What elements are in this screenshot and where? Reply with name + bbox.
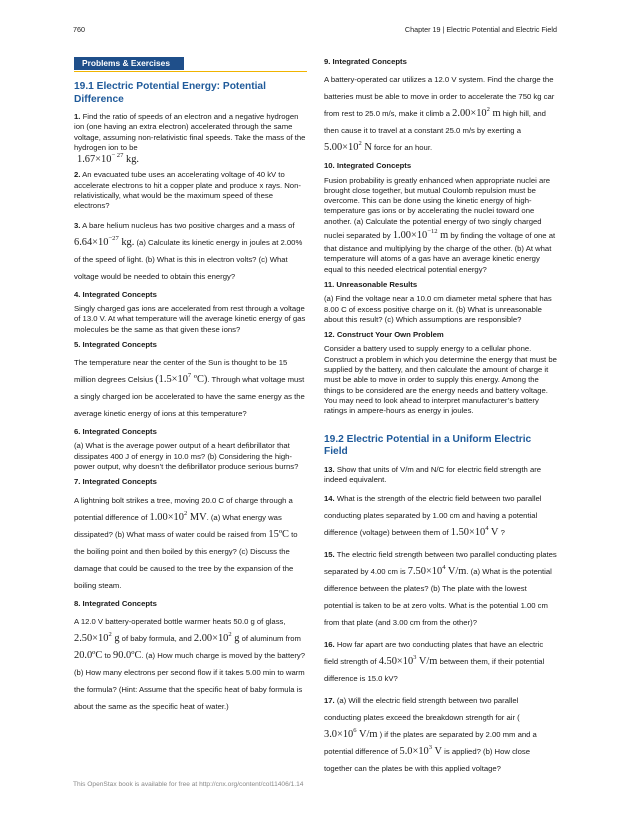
problem-10: Fusion probability is greatly enhanced when appropriate nuclei are brought close together, but mutual Coulomb repulsion must be overcome. This can be done using the kinetic energy of high-temperature gas ions or by accelerating the nuclei toward one another. (a) Calculate the potential energy of two singly charged nuclei separated by $1.00\times 10^{-12}$ m by finding the voltage of one at that distance and multiplying by the charge of the other. (b) At what temperature will atoms of a gas have an average kinetic energy equal to this needed electrical potential energy? — [324, 175, 556, 274]
math-potential-difference: $1.00\times 10^2$ MV — [149, 509, 207, 523]
math-field-strength: $7.50\times 10^4$ V/m — [407, 564, 467, 578]
math-helium-mass: $6.64\times 10^{-27}$ kg. — [74, 234, 135, 248]
problem-15: 15. The electric field strength between two parallel conducting plates separated by 4.00 cm is $7.50\times 10^4$ V/m. (a) What is the potential difference between the plates? (b) The plate with the lowest potential is taken to be at zero volts. What is the potential 1.00 cm from that plate (and 3.00 cm from the other)? — [324, 550, 557, 628]
math-applied-voltage: $5.0\times 10^3$ V — [399, 744, 442, 758]
math-voltage: $1.50\times 10^4$ V — [450, 525, 499, 539]
problems-exercises-tab: Problems & Exercises — [74, 57, 184, 70]
math-formula-mass: $2.50\times 10^2$ g — [74, 630, 120, 644]
problem-11-heading: 11. Unreasonable Results — [324, 279, 418, 289]
section-tab-bar — [74, 57, 307, 72]
math-force: $5.00\times 10^2$ N — [324, 140, 372, 154]
math-final-temp: 90.0ºC — [113, 649, 142, 661]
problem-8: A 12.0 V battery-operated bottle warmer heats 50.0 g of glass, $2.50\times 10^2$ g of baby formula, and $2.00\times 10^2$ g of aluminum from 20.0ºC to 90.0ºC. (a) How much charge is moved by the battery? (b) How many electrons per second flow if it takes 5.00 min to warm the formula? (Hint: Assume that the specific heat of baby formula is about the same as the specific heat of water.) — [74, 616, 306, 711]
problem-10-heading: 10. Integrated Concepts — [324, 161, 412, 171]
math-breakdown-strength: $3.0\times 10^6$ V/m — [324, 727, 378, 741]
problem-12: Consider a battery used to supply energy to a cellular phone. Construct a problem in which you determine the energy that must be supplied by the battery, and then calculate the amount of charge it must be able to move in order to supply this energy. Among the things to be considered are the energy needs and battery voltage. You may need to look ahead to interpret manufacturer’s battery ratings in ampere-hours as energy in joules. — [324, 344, 557, 416]
right-column — [324, 57, 557, 782]
problem-2: 2. An evacuated tube uses an accelerating voltage of 40 kV to accelerate electrons to hit a copper plate and produce x rays. Non-relativistically, what would be the maximum speed of these electrons? — [74, 170, 301, 211]
footer-note: This OpenStax book is available for free at http://cnx.org/content/col11406/1.14 — [73, 781, 304, 788]
problem-4-heading: 4. Integrated Concepts — [74, 289, 157, 299]
problem-11: (a) Find the voltage near a 10.0 cm diameter metal sphere that has 8.00 C of excess positive charge on it. (b) What is unreasonable about this result? (c) Which assumptions are responsible? — [324, 294, 552, 324]
chapter-title: Chapter 19 | Electric Potential and Electric Field — [404, 25, 557, 34]
problem-6: (a) What is the average power output of a heart defibrillator that dissipates 400 J of energy in 10.0 ms? (b) Considering the high-power output, why doesn’t the defibrillator produce serious burns? — [74, 441, 299, 472]
page-number: 760 — [73, 25, 85, 34]
math-hill-height: $2.00\times 10^2$ m — [452, 106, 501, 120]
problem-13: 13. Show that units of V/m and N/C for electric field strength are indeed equivalent. — [324, 464, 542, 484]
section-title-19-2: 19.2 Electric Potential in a Uniform Electric Field — [324, 433, 532, 458]
problem-9: A battery-operated car utilizes a 12.0 V system. Find the charge the batteries must be able to move in order to accelerate the 750 kg car from rest to 25.0 m/s, make it climb a $2.00\times 10^2$ m high hill, and then cause it to travel at a constant 25.0 m/s by exerting a $5.00\times 10^2$ N force for an hour. — [324, 75, 555, 154]
problem-5: The temperature near the center of the Sun is thought to be 15 million degrees Celsius ($1.5\times 10^7$ ºC). Through what voltage must a singly charged ion be accelerated to have the same energy as the average kinetic energy of ions at this temperature? — [74, 358, 305, 419]
math-aluminum-mass: $2.00\times 10^2$ g — [193, 630, 240, 644]
problem-1: 1. Find the ratio of speeds of an electron and a negative hydrogen ion (one having an extra electron) accelerated through the same voltage, assuming non-relativistic final speeds. Take the mass of the hydrogen ion to be $1.67\times 10^{- 27}$ kg. — [74, 112, 306, 166]
problem-14: 14. What is the strength of the electric field between two parallel conducting plates separated by 1.00 cm and having a potential difference (voltage) between them of $1.50\times 10^4$ V ? — [324, 494, 542, 539]
problem-9-heading: 9. Integrated Concepts — [324, 57, 407, 66]
problem-3: 3. A bare helium nucleus has two positive charges and a mass of $6.64\times 10^{-27}$ kg. (a) Calculate its kinetic energy in joules at 2.00% of the speed of light. (b) What is this in electron volts? (c) What voltage would be needed to obtain this energy? — [74, 220, 303, 281]
math-start-temp: 15ºC — [268, 528, 289, 540]
math-field-strength-2: $4.50\times 10^3$ V/m — [378, 654, 438, 668]
math-initial-temp: 20.0ºC — [74, 649, 103, 661]
problem-8-heading: 8. Integrated Concepts — [74, 598, 157, 608]
left-column — [74, 57, 307, 720]
problem-7-heading: 7. Integrated Concepts — [74, 477, 157, 487]
math-sun-temperature: ($1.5\times 10^7$ ºC) — [155, 372, 208, 386]
problem-12-heading: 12. Construct Your Own Problem — [324, 330, 444, 340]
problem-16: 16. How far apart are two conducting plates that have an electric field strength of $4.50\times 10^3$ V/m between them, if their potential difference is 15.0 kV? — [324, 640, 545, 684]
section-title-19-1: 19.1 Electric Potential Energy: Potential Difference — [74, 81, 266, 105]
math-separation: $1.00\times 10^{-12}$ m — [392, 228, 449, 242]
math-hydrogen-mass: $1.67\times 10^{- 27}$ kg. — [77, 152, 139, 166]
problem-7: A lightning bolt strikes a tree, moving 20.0 C of charge through a potential difference of $1.00\times 10^2$ MV. (a) What energy was dissipated? (b) What mass of water could be raised from 15ºC to the boiling point and then boiled by this energy? (c) Discuss the damage that could be caused to the tree by the expansion of the boiling steam. — [74, 495, 298, 590]
problem-6-heading: 6. Integrated Concepts — [74, 427, 157, 437]
problem-17: 17. (a) Will the electric field strength between two parallel conducting plates exceed the breakdown strength for air ( $3.0\times 10^6$ V/m ) if the plates are separated by 2.00 mm and a potential difference of $5.0\times 10^3$ V is applied? (b) How close together can the plates be with this applied voltage? — [324, 696, 537, 774]
problem-4: Singly charged gas ions are accelerated from rest through a voltage of 13.0 V. At what temperature will the average kinetic energy of gas molecules be the same as that given these ions? — [74, 303, 306, 334]
problem-5-heading: 5. Integrated Concepts — [74, 339, 157, 349]
